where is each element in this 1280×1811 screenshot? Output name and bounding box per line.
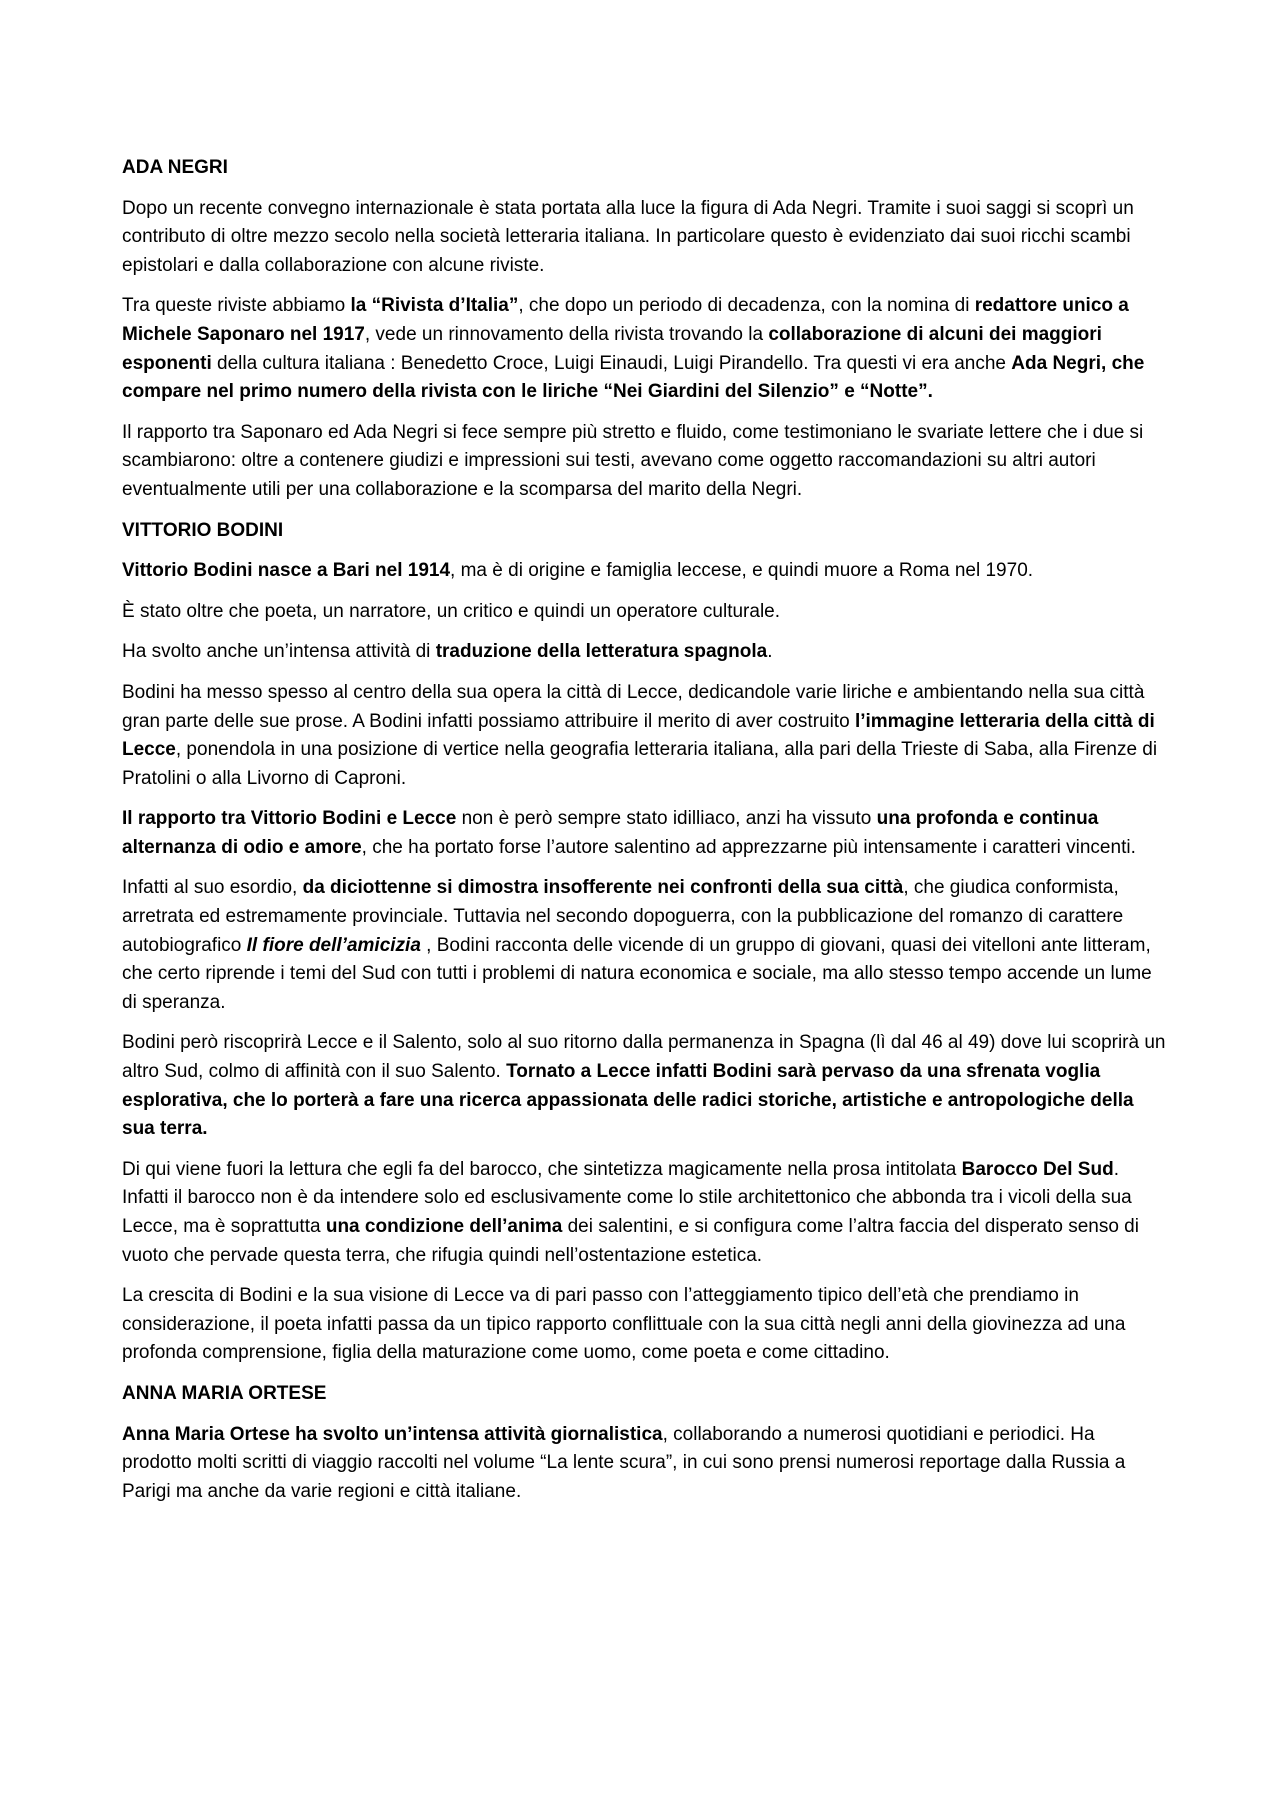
body-paragraph (122, 195, 1167, 281)
body-paragraph (122, 1156, 1167, 1270)
text-run: Bodini però riscoprirà Lecce e il Salento, solo al suo ritorno dalla permanenza in Spagna (lì dal 46 al 49) dove lui scoprirà un altro Sud, colmo di affinità con il suo Salento. (122, 1032, 1166, 1083)
body-paragraph (122, 598, 1167, 627)
bold-text-run: la “Rivista d’Italia” (350, 295, 519, 317)
bold-text-run: traduzione della letteratura spagnola (435, 641, 768, 663)
text-run: Il rapporto tra Saponaro ed Ada Negri si fece sempre più stretto e fluido, come testimoniano le svariate lettere che i due si scambiarono: oltre a contenere giudizi e impressioni sui testi, avevano come oggetto raccomandazioni su altri autori eventualmente utili per una collaborazione e la scomparsa del marito della Negri. (122, 421, 1144, 500)
bold-text-run: Tornato a Lecce infatti Bodini sarà pervaso da una sfrenata voglia esplorativa, che lo porterà a fare una ricerca appassionata delle radici storiche, artistiche e antropologiche della sua terra. (122, 1061, 1134, 1140)
text-run: , che ha portato forse l’autore salentino ad apprezzarne più intensamente i caratteri vincenti. (361, 836, 1136, 858)
text-run: Tra queste riviste abbiamo (122, 295, 351, 317)
bold-text-run: Ada Negri, che compare nel primo numero della rivista con le liriche “Nei Giardini del Silenzio” e “Notte”. (122, 352, 1145, 403)
bold-text-run: Il rapporto tra Vittorio Bodini e Lecce (122, 808, 457, 830)
text-run: La crescita di Bodini e la sua visione di Lecce va di pari passo con l’atteggiamento tipico dell’età che prendiamo in considerazione, il poeta infatti passa da un tipico rapporto conflittuale con la sua città negli anni della giovinezza ad una profonda comprensione, figlia della maturazione come uomo, come poeta e come cittadino. (122, 1285, 1126, 1364)
section-heading-ada-negri: ADA NEGRI (122, 157, 228, 178)
bold-text-run: una condizione dell’anima (325, 1216, 563, 1237)
emphasis-text: Il fiore dell’amicizia (246, 934, 421, 956)
bold-text-run: da diciottenne si dimostra insofferente nei confronti della sua città (302, 877, 904, 899)
text-run: , che dopo un periodo di decadenza, con la nomina di (518, 295, 975, 317)
text-run: , ponendola in una posizione di vertice nella geografia letteraria italiana, alla pari della Trieste di Saba, alla Firenze di Pratolini o alla Livorno di Caproni. (122, 739, 1158, 789)
text-run: Bodini ha messo spesso al centro della sua opera la città di Lecce, dedicandole varie liriche e ambientando nella sua città gran parte delle sue prose. A Bodini infatti possiamo attribuire il merito di aver costruito (122, 681, 1145, 732)
text-run: , collaborando a numerosi quotidiani e periodici. Ha prodotto molti scritti di viaggio raccolti nel volume “La lente scura”, in cui sono prensi numerosi reportage dalla Russia a Parigi ma anche da varie regioni e città italiane. (122, 1423, 1126, 1502)
text-run: non è però sempre stato idilliaco, anzi ha vissuto (456, 808, 877, 830)
text-run: , che giudica conformista, arretrata ed estremamente provinciale. Tuttavia nel secondo dopoguerra, con la pubblicazione del romanzo di carattere autobiografico (122, 877, 1124, 956)
bold-italic-run (247, 935, 421, 956)
text-run: dei salentini, e si configura come l’altra faccia del disperato senso di vuoto che pervade questa terra, che rifugia quindi nell’ostentazione estetica. (122, 1216, 1139, 1266)
body-paragraph (122, 419, 1167, 505)
body-paragraph (122, 1029, 1167, 1143)
text-run: Ha svolto anche un’intensa attività di (122, 641, 436, 663)
bold-text-run: l’immagine letteraria della città di Lecce (122, 710, 1155, 761)
bold-text-run: collaborazione di alcuni dei maggiori esponenti (122, 323, 1102, 374)
body-paragraph (122, 679, 1167, 793)
text-run: , Bodini racconta delle vicende di un gruppo di giovani, quasi dei vitelloni ante litteram, che certo riprende i temi del Sud con tutti i problemi di natura economica e sociale, ma allo stesso tempo accende un lume di speranza. (122, 934, 1152, 1013)
bold-text-run: Anna Maria Ortese ha svolto un’intensa attività giornalistica (122, 1423, 663, 1445)
text-run: della cultura italiana : Benedetto Croce, Luigi Einaudi, Luigi Pirandello. Tra questi vi era anche (211, 352, 1012, 374)
text-run: , vede un rinnovamento della rivista trovando la (364, 323, 769, 345)
text-run: Dopo un recente convegno internazionale è stata portata alla luce la figura di Ada Negri. Tramite i suoi saggi si scoprì un contributo di oltre mezzo secolo nella società letteraria italiana. In particolare questo è evidenziato dai suoi ricchi scambi epistolari e dalla collaborazione con alcune riviste. (122, 197, 1134, 276)
bold-text-run: redattore unico a Michele Saponaro nel 1917 (122, 295, 1129, 345)
text-run: , ma è di origine e famiglia leccese, e quindi muore a Roma nel 1970. (450, 560, 1034, 582)
body-paragraph (122, 557, 1167, 586)
body-paragraph (122, 1421, 1167, 1507)
body-paragraph (122, 292, 1167, 406)
bold-text-run: una profonda e continua alternanza di odio e amore (122, 808, 1099, 858)
section-heading-vittorio-bodini: VITTORIO BODINI (122, 519, 284, 541)
body-paragraph (122, 638, 1167, 667)
section-heading-anna-maria-ortese: ANNA MARIA ORTESE (122, 1382, 327, 1404)
body-paragraph (122, 1282, 1167, 1368)
text-run: Di qui viene fuori la lettura che egli fa del barocco, che sintetizza magicamente nella prosa intitolata (122, 1158, 962, 1180)
text-run: . Infatti il barocco non è da intendere solo ed esclusivamente come lo stile architettonico che abbonda tra i vicoli della sua Lecce, ma è soprattutta (122, 1158, 1132, 1237)
body-paragraph (122, 874, 1167, 1017)
bold-text-run: Barocco Del Sud (961, 1158, 1114, 1180)
body-paragraph (122, 805, 1167, 862)
text-run: È stato oltre che poeta, un narratore, un critico e quindi un operatore culturale. (122, 600, 781, 622)
text-run: . (767, 641, 773, 663)
text-run: Infatti al suo esordio, (122, 877, 303, 899)
bold-text-run: Vittorio Bodini nasce a Bari nel 1914 (122, 560, 451, 582)
document-page (122, 154, 1167, 1518)
